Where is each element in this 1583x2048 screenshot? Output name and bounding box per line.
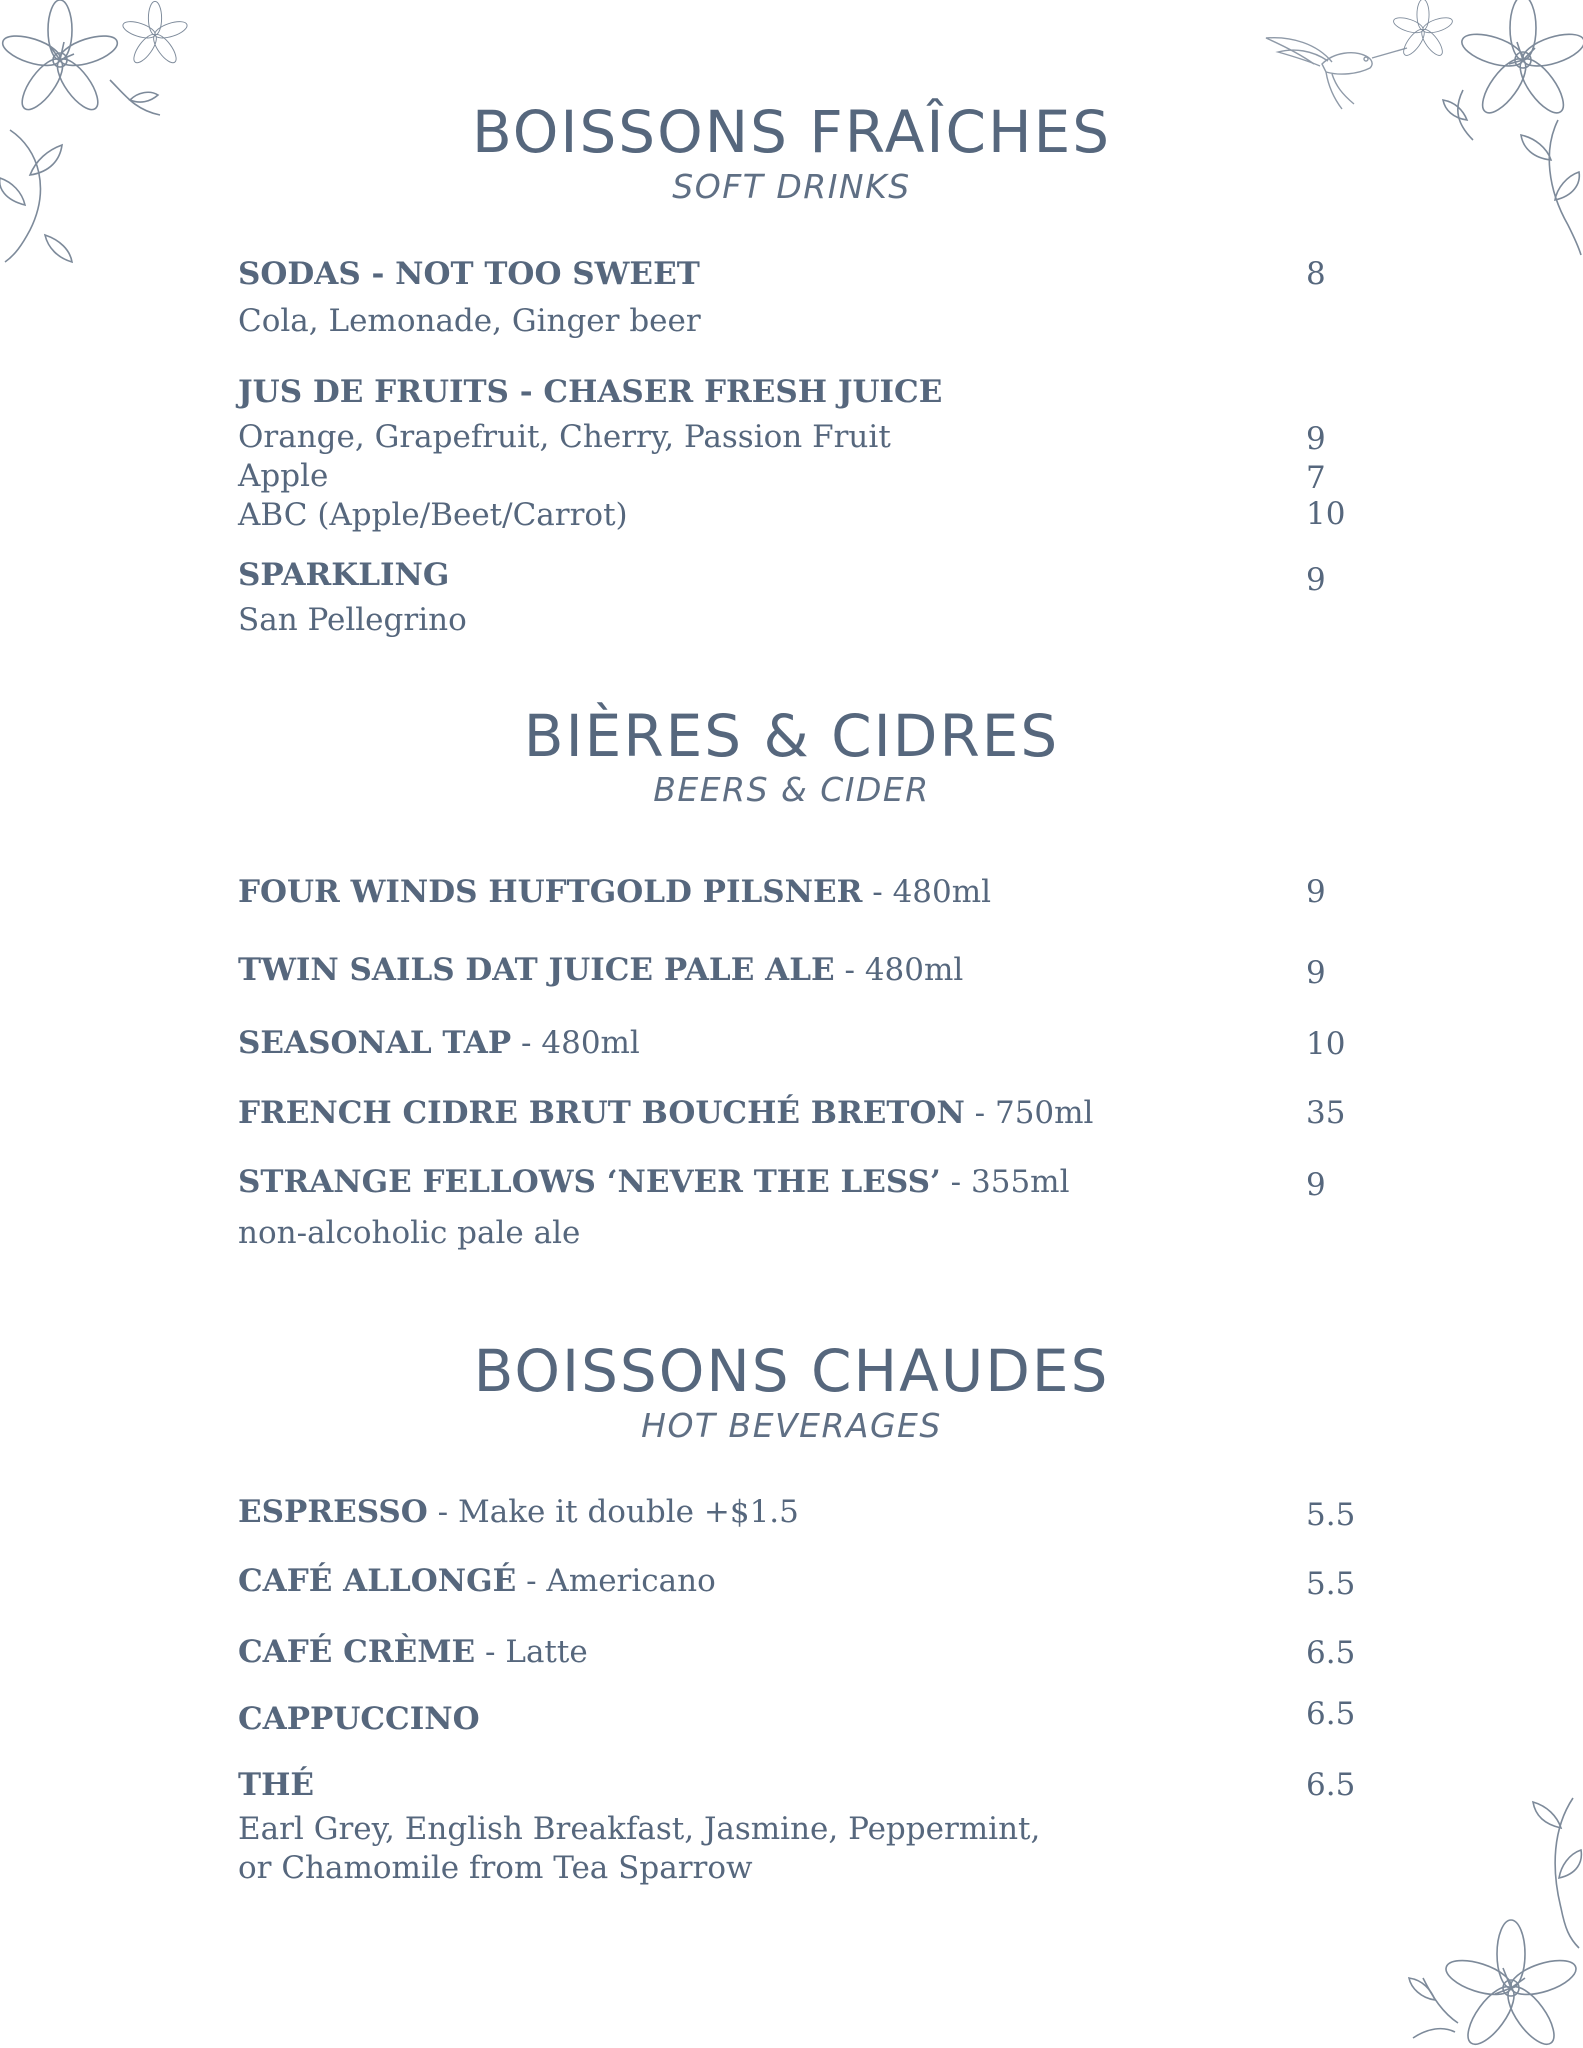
juice-option: Apple	[238, 458, 329, 494]
item-name: FOUR WINDS HUFTGOLD PILSNER	[238, 874, 863, 910]
item-volume: - 480ml	[511, 1025, 640, 1061]
item-price: 8	[1306, 256, 1326, 292]
item-price: 10	[1306, 496, 1346, 532]
section-title-soft-drinks: BOISSONS FRAÎCHES	[471, 98, 1112, 166]
item-name: SEASONAL TAP	[238, 1025, 512, 1061]
item-description: or Chamomile from Tea Sparrow	[238, 1850, 753, 1886]
item-name: CAFÉ CRÈME	[238, 1634, 476, 1670]
item-name: CAFÉ ALLONGÉ	[238, 1563, 517, 1599]
menu-item-cafe-creme	[238, 1632, 1348, 1672]
menu-item-fruit-juice	[238, 372, 1348, 412]
item-name: CAPPUCCINO	[238, 1701, 480, 1737]
item-volume: - 480ml	[862, 874, 992, 910]
section-title-beers-cider: BIÈRES & CIDRES	[523, 702, 1060, 770]
section-subtitle-hot-beverages: HOT BEVERAGES	[641, 1406, 942, 1445]
item-price: 5.5	[1306, 1566, 1356, 1602]
item-name: THÉ	[238, 1767, 314, 1803]
item-volume: - 355ml	[940, 1164, 1070, 1200]
item-price: 35	[1306, 1095, 1346, 1131]
menu-item-sodas	[238, 254, 1348, 294]
item-name: STRANGE FELLOWS ‘NEVER THE LESS’	[238, 1164, 941, 1200]
menu-item-strange-fellows	[238, 1162, 1348, 1202]
item-note: - Latte	[475, 1634, 588, 1670]
item-name: ESPRESSO	[238, 1494, 428, 1530]
item-name: TWIN SAILS DAT JUICE PALE ALE	[238, 952, 835, 988]
section-subtitle-beers-cider: BEERS & CIDER	[653, 770, 930, 809]
item-description: San Pellegrino	[238, 602, 467, 638]
item-name: SPARKLING	[238, 557, 450, 593]
item-price: 9	[1306, 1167, 1326, 1203]
item-price: 9	[1306, 874, 1326, 910]
floral-bottom-right-illustration	[1383, 1788, 1583, 2048]
menu-item-pilsner	[238, 872, 1348, 912]
item-name: FRENCH CIDRE BRUT BOUCHÉ BRETON	[238, 1095, 965, 1131]
item-price: 6.5	[1306, 1696, 1356, 1732]
item-price: 7	[1306, 460, 1326, 496]
item-price: 6.5	[1306, 1767, 1356, 1803]
item-volume: - 480ml	[834, 952, 964, 988]
item-name: SODAS - NOT TOO SWEET	[238, 256, 700, 292]
item-volume: - 750ml	[964, 1095, 1094, 1131]
item-price: 6.5	[1306, 1635, 1356, 1671]
menu-item-pale-ale	[238, 950, 1348, 990]
menu-item-espresso	[238, 1492, 1348, 1532]
item-price: 9	[1306, 562, 1326, 598]
item-description: Earl Grey, English Breakfast, Jasmine, Peppermint,	[238, 1811, 1041, 1847]
menu-item-french-cidre	[238, 1093, 1348, 1133]
menu-item-sparkling	[238, 555, 1348, 595]
menu-item-cafe-allonge	[238, 1561, 1348, 1601]
item-note: - Make it double +$1.5	[427, 1494, 799, 1530]
item-price: 5.5	[1306, 1497, 1356, 1533]
item-price: 9	[1306, 955, 1326, 991]
juice-option: ABC (Apple/Beet/Carrot)	[238, 497, 628, 533]
section-subtitle-soft-drinks: SOFT DRINKS	[672, 167, 911, 206]
item-description: Cola, Lemonade, Ginger beer	[238, 303, 701, 339]
item-description: non-alcoholic pale ale	[238, 1215, 581, 1251]
menu-item-cappuccino	[238, 1699, 1348, 1739]
menu-item-seasonal-tap	[238, 1023, 1348, 1063]
item-price: 9	[1306, 421, 1326, 457]
item-price: 10	[1306, 1026, 1346, 1062]
section-title-hot-beverages: BOISSONS CHAUDES	[473, 1337, 1110, 1405]
item-name: JUS DE FRUITS - CHASER FRESH JUICE	[238, 374, 943, 410]
menu-item-the	[238, 1765, 1348, 1805]
item-note: - Americano	[516, 1563, 716, 1599]
juice-option: Orange, Grapefruit, Cherry, Passion Fruit	[238, 419, 891, 455]
